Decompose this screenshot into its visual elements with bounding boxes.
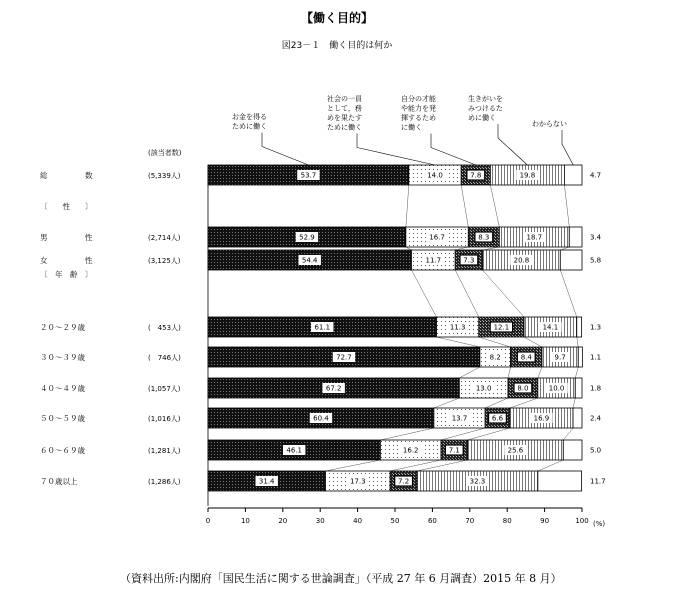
connector-line [573,398,575,408]
data-label: 7.2 [398,477,410,486]
figure-title: 図23－１ 働く目的は何か [281,41,393,51]
connector-line [459,367,480,378]
data-label: 14.1 [542,323,559,332]
data-label: 4.7 [590,171,602,180]
respondents-header: (該当者数) [148,149,182,157]
x-tick-label: 0 [205,517,211,525]
data-label: 61.1 [314,323,331,332]
connector-line [461,185,468,227]
data-label: 25.6 [507,446,524,455]
row-count: ( 746人) [148,354,181,362]
group-header-label: 〔 性 〕 [40,202,93,211]
connector-line [434,398,459,408]
data-label: 6.6 [491,414,504,423]
legend-item [232,112,308,165]
bar-segment [569,227,582,247]
bar-segment [563,440,582,460]
x-tick-label: 100 [575,517,589,525]
connector-line [483,270,525,317]
bar-row [40,471,606,491]
row-label: 女 性 [40,256,93,265]
connector-line [406,185,409,227]
connector-line [564,185,569,227]
data-label: 8.3 [478,233,490,242]
row-count: (2,714人) [148,234,181,242]
bar-segment [564,165,582,185]
connector-line [524,337,542,347]
data-label: 16.7 [429,233,445,242]
connector-line [406,247,412,250]
group-header-label: 〔 年 齢 〕 [40,270,93,279]
data-label: 60.4 [313,414,329,423]
connector-line [455,247,468,250]
page-title: 【働く目的】 [300,11,374,25]
data-label: 46.1 [286,446,303,455]
connector-line [417,460,467,471]
bar-segment [577,317,582,337]
connector-line [560,270,576,317]
legend-label: お金を得る [232,113,267,121]
data-label: 7.8 [470,171,482,180]
data-label: 20.8 [513,256,530,265]
legend-item [468,94,527,165]
legend-item [401,94,476,165]
bar-row [40,378,601,398]
bar-segment [560,250,582,270]
data-label: 1.8 [590,384,602,393]
row-label: 男 性 [40,233,93,242]
data-label: 53.7 [300,171,317,180]
connector-line [441,428,485,440]
source-note: （資料出所:内閣府「国民生活に関する世論調査」（平成 27 年 6 月調査）2015 年 8 月） [120,572,562,585]
data-label: 2.4 [590,414,602,423]
data-label: 11.7 [590,477,606,486]
data-label: 32.3 [469,477,486,486]
legend-label: ために働く [327,123,362,132]
connector-line [508,367,511,378]
x-tick-label: 40 [353,517,363,525]
data-label: 17.3 [349,477,366,486]
data-label: 5.0 [590,446,602,455]
bar-row [40,227,602,247]
data-label: 5.8 [590,256,602,265]
connector-line [390,460,441,471]
x-tick-label: 60 [427,517,437,525]
legend-label: に働く [401,123,422,132]
data-label: 11.3 [449,323,466,332]
legend-label: 生きがいを [468,95,503,103]
data-label: 14.0 [427,171,443,180]
data-label: 1.1 [590,353,602,362]
data-label: 16.9 [533,414,550,423]
data-label: 9.7 [554,353,566,362]
data-label: 52.9 [299,233,315,242]
bar-row [40,347,601,367]
connector-line [483,247,500,250]
legend-label: めを果たす [327,114,362,122]
data-label: 7.1 [448,446,460,455]
data-label: 16.2 [402,446,419,455]
connector-line [411,270,436,317]
legend-leader [357,148,435,166]
x-tick-label: 20 [278,517,288,525]
data-label: 31.4 [258,477,275,486]
connector-line [510,398,538,408]
row-label: ６０～６９歳 [40,446,85,455]
data-label: 19.8 [519,171,536,180]
bar-row [40,317,601,337]
row-label: ２０～２９歳 [40,323,85,332]
row-count: (1,281人) [148,447,181,455]
data-label: 13.0 [475,384,492,393]
group-header [40,201,93,211]
legend-label: として，務 [327,104,362,113]
data-label: 8.2 [489,353,501,362]
x-tick-label: 70 [465,517,475,525]
bar-segment [538,471,582,491]
row-count: (5,339人) [148,172,181,180]
legend-label: 社会の一員 [327,95,362,103]
data-label: 7.3 [463,256,475,265]
connector-line [538,460,563,471]
connector-line [380,428,433,440]
bar-segment [573,408,582,428]
x-tick-label: 80 [502,517,512,525]
data-label: 8.4 [520,353,532,362]
data-label: 67.2 [325,384,342,393]
legend-item [532,120,573,165]
data-label: 10.0 [548,384,565,393]
connector-line [437,337,480,347]
row-label: 総 数 [40,171,93,180]
legend-label: ために働く [232,122,267,131]
row-label: ７０歳以上 [40,477,78,486]
connector-line [485,398,508,408]
data-label: 13.7 [451,414,468,423]
bar-segment [578,347,582,367]
legend-label: や能力を発 [401,104,436,113]
row-label: ３０～３９歳 [40,353,85,362]
data-label: 54.4 [301,256,318,265]
x-axis-unit: (%) [593,520,606,528]
data-label: 8.0 [517,384,529,393]
row-count: (1,016人) [148,415,181,423]
legend-label: みつけるた [468,104,503,113]
x-tick-label: 30 [315,517,325,525]
bar-row [40,408,602,428]
connector-line [490,185,499,227]
connector-line [563,428,573,440]
x-tick-label: 90 [540,517,550,525]
connector-line [577,337,578,347]
connector-line [538,367,542,378]
data-label: 72.7 [336,353,352,362]
legend-label: 揮するため [401,114,436,122]
data-label: 11.7 [425,256,442,265]
legend-label: わからない [532,120,567,128]
data-label: 18.7 [526,233,543,242]
data-label: 3.4 [590,233,602,242]
row-count: (1,057人) [148,385,181,393]
data-label: 1.3 [590,323,602,332]
connector-line [325,460,380,471]
connector-line [479,337,511,347]
legend-label: めに働く [468,114,496,122]
legend-leader [262,147,308,166]
x-tick-label: 50 [390,517,400,525]
row-count: (3,125人) [148,257,181,265]
bar-row [40,440,601,460]
connector-line [575,367,578,378]
legend-leader [562,144,573,165]
row-label: ５０～５９歳 [40,414,85,423]
x-tick-label: 10 [240,517,250,525]
legend-label: 自分の才能 [401,95,436,103]
bar-segment [575,378,582,398]
connector-line [560,247,569,250]
bar-row [40,250,601,270]
bar-row [40,165,601,185]
legend-leader [431,148,476,166]
connector-line [455,270,479,317]
row-count: (1,286人) [148,478,181,486]
row-label: ４０～４９歳 [40,384,85,393]
connector-line [468,428,510,440]
group-header [40,269,93,279]
data-label: 12.1 [493,323,510,332]
row-count: ( 453人) [148,324,181,332]
legend-leader [498,138,527,165]
